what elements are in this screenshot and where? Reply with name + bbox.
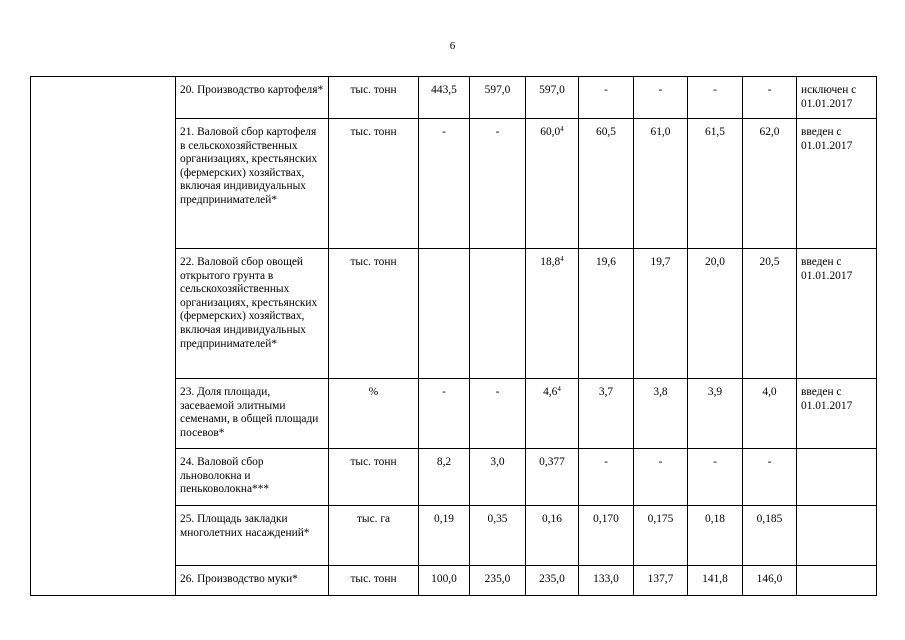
- value-text: -: [604, 456, 608, 468]
- note-cell: введен с 01.01.2017: [797, 249, 877, 379]
- indicator-name: 26. Производство муки*: [176, 566, 329, 596]
- note-cell: [797, 566, 877, 596]
- value-text: 20,0: [705, 256, 725, 268]
- value-cell: [579, 566, 634, 596]
- value-text: 60,0: [540, 126, 561, 138]
- value-cell: [688, 77, 743, 119]
- value-cell: [419, 506, 470, 566]
- value-text: 3,9: [707, 386, 723, 398]
- value-cell: [634, 506, 688, 566]
- value-cell: [419, 119, 470, 249]
- note-cell: [797, 506, 877, 566]
- value-text: 19,7: [650, 256, 671, 268]
- value-cell: [634, 77, 688, 119]
- value-cell: [634, 566, 688, 596]
- value-text: 60,5: [596, 126, 616, 138]
- page-number: 6: [449, 40, 456, 52]
- indicator-name: 23. Доля площади, засеваемой элитными семенами, в общей площади посевов*: [176, 379, 329, 449]
- value-cell: [743, 249, 797, 379]
- indicator-name: 25. Площадь закладки многолетних насаждений*: [176, 506, 329, 566]
- value-text: 133,0: [593, 573, 619, 585]
- value-cell: [470, 77, 526, 119]
- value-cell: [579, 249, 634, 379]
- value-cell: [688, 566, 743, 596]
- value-cell: [470, 379, 526, 449]
- value-cell: [743, 119, 797, 249]
- value-text: 18,8: [540, 256, 561, 268]
- value-cell: [419, 249, 470, 379]
- value-cell: [743, 566, 797, 596]
- value-cell: [743, 449, 797, 506]
- value-text: 0,16: [542, 513, 562, 525]
- value-cell: [634, 449, 688, 506]
- value-cell: [526, 119, 579, 249]
- note-cell: введен с 01.01.2017: [797, 379, 877, 449]
- value-text: -: [604, 84, 608, 96]
- value-text: 0,35: [487, 513, 508, 525]
- value-text: 597,0: [539, 84, 565, 96]
- value-cell: [634, 379, 688, 449]
- unit-cell: тыс. тонн: [329, 77, 419, 119]
- footnote-marker: 4: [557, 385, 561, 393]
- note-cell: исключен с 01.01.2017: [797, 77, 877, 119]
- value-cell: [470, 506, 526, 566]
- value-cell: [526, 77, 579, 119]
- value-cell: [470, 119, 526, 249]
- value-cell: [470, 566, 526, 596]
- value-cell: [526, 566, 579, 596]
- value-text: 0,175: [647, 513, 674, 525]
- value-cell: [688, 506, 743, 566]
- indicator-name: 22. Валовой сбор овощей открытого грунта в сельскохозяйственных организациях, крестьянских (фермерских) хозяйствах, включая индивидуальных предпринимателей*: [176, 249, 329, 379]
- value-cell: [470, 449, 526, 506]
- indicator-name: 21. Валовой сбор картофеля в сельскохозяйственных организациях, крестьянских (фермерских) хозяйствах, включая индивидуальных предпринимателей*: [176, 119, 329, 249]
- table-body: [31, 77, 877, 596]
- value-text: 3,8: [653, 386, 668, 398]
- value-text: -: [442, 126, 446, 138]
- value-cell: [634, 119, 688, 249]
- value-cell: [688, 249, 743, 379]
- value-text: 4,6: [543, 386, 558, 398]
- value-text: 0,18: [705, 513, 725, 525]
- value-text: 443,5: [431, 84, 457, 96]
- value-text: 141,8: [702, 573, 728, 585]
- value-text: 0,185: [756, 513, 783, 525]
- value-text: -: [713, 456, 717, 468]
- value-text: -: [713, 84, 717, 96]
- value-text: 146,0: [756, 573, 783, 585]
- value-cell: [526, 379, 579, 449]
- value-text: -: [495, 386, 500, 398]
- note-cell: [797, 449, 877, 506]
- value-cell: [688, 379, 743, 449]
- value-text: 0,19: [434, 513, 454, 525]
- value-text: -: [495, 126, 500, 138]
- value-cell: [579, 119, 634, 249]
- table-row: [31, 77, 877, 119]
- value-cell: [743, 379, 797, 449]
- value-cell: [579, 449, 634, 506]
- value-text: 19,6: [596, 256, 616, 268]
- value-text: 8,2: [436, 456, 452, 468]
- unit-cell: тыс. тонн: [329, 566, 419, 596]
- footnote-marker: 4: [560, 255, 564, 263]
- value-cell: [579, 77, 634, 119]
- value-text: 62,0: [759, 126, 780, 138]
- value-text: 61,5: [705, 126, 725, 138]
- value-text: 0,377: [539, 456, 565, 468]
- unit-cell: тыс. тонн: [329, 119, 419, 249]
- value-cell: [419, 77, 470, 119]
- note-cell: введен с 01.01.2017: [797, 119, 877, 249]
- value-text: 61,0: [650, 126, 671, 138]
- value-cell: [579, 379, 634, 449]
- value-text: 100,0: [431, 573, 457, 585]
- unit-cell: тыс. тонн: [329, 249, 419, 379]
- value-text: 3,7: [598, 386, 614, 398]
- value-text: 20,5: [759, 256, 780, 268]
- indicators-table: [30, 76, 877, 596]
- value-cell: [579, 506, 634, 566]
- indicator-name: 20. Производство картофеля*: [176, 77, 329, 119]
- value-text: 235,0: [484, 573, 511, 585]
- unit-cell: тыс. га: [329, 506, 419, 566]
- value-text: -: [658, 84, 663, 96]
- value-text: 235,0: [539, 573, 565, 585]
- unit-cell: %: [329, 379, 419, 449]
- value-text: -: [767, 456, 772, 468]
- value-cell: [419, 566, 470, 596]
- value-text: 137,7: [647, 573, 674, 585]
- value-text: 597,0: [484, 84, 511, 96]
- value-text: 0,170: [593, 513, 619, 525]
- value-cell: [526, 449, 579, 506]
- value-cell: [526, 249, 579, 379]
- value-cell: [470, 249, 526, 379]
- footnote-marker: 4: [560, 125, 564, 133]
- value-cell: [688, 449, 743, 506]
- value-cell: [419, 379, 470, 449]
- value-text: -: [442, 386, 446, 398]
- indicator-name: 24. Валовой сбор льноволокна и пеньковолокна***: [176, 449, 329, 506]
- value-cell: [634, 249, 688, 379]
- section-cell: [31, 77, 176, 596]
- value-cell: [688, 119, 743, 249]
- value-cell: [419, 449, 470, 506]
- unit-cell: тыс. тонн: [329, 449, 419, 506]
- value-cell: [743, 506, 797, 566]
- value-cell: [743, 77, 797, 119]
- value-cell: [526, 506, 579, 566]
- value-text: 3,0: [490, 456, 505, 468]
- value-text: -: [767, 84, 772, 96]
- value-text: -: [658, 456, 663, 468]
- value-text: 4,0: [762, 386, 777, 398]
